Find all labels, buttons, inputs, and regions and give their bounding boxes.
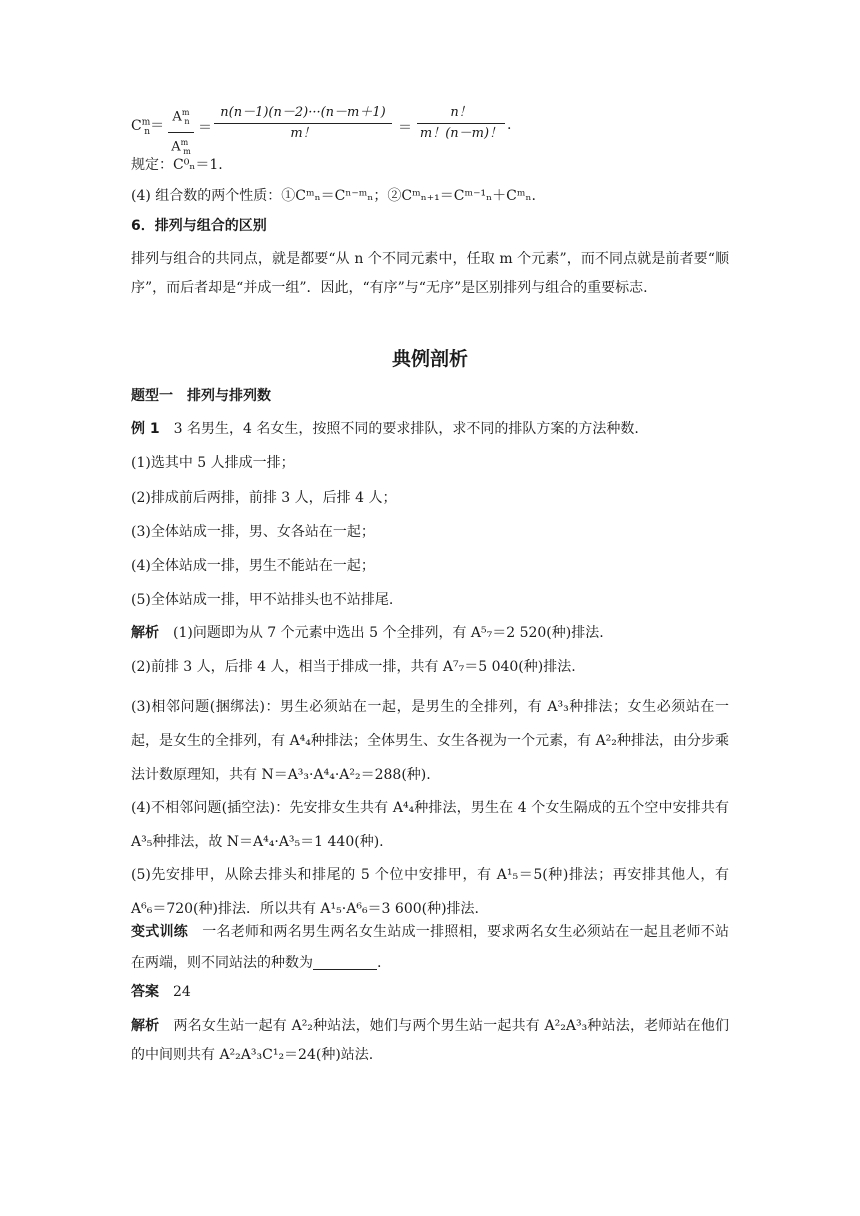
formula-fraction-1: $A^m_n$ $A^m_m$: [168, 104, 194, 161]
formula-fraction-3: n！ m！(n－m)！: [417, 104, 505, 143]
question-2: (2)排成前后两排，前排 3 人，后排 4 人；: [131, 490, 397, 506]
formula-end: .: [507, 117, 512, 133]
question-1: (1)选其中 5 人排成一排；: [131, 455, 295, 471]
solution-variant-text: 两名女生站一起有 A²₂种站法，她们与两个男生站一起共有 A²₂A³₃种站法，老师站在他们的中间则共有 A²₂A³₃C¹₂＝24(种)站法.: [131, 1018, 730, 1063]
solution-3: (3)相邻问题(捆绑法)：男生必须站在一起，是男生的全排列，有 A³₃种排法；女生必须站在一起，是女生的全排列，有 A⁴₄种排法；全体男生、女生各视为一个元素，有 A²₂种排法，由分步乘法计数原理知，共有 N＝A³₃·A⁴₄·A²₂＝288(种).: [131, 699, 729, 783]
solution-2: (2)前排 3 人，后排 4 人，相当于排成一排，共有 A⁷₇＝5 040(种)排法.: [131, 659, 576, 675]
formula-fraction-2: n(n－1)(n－2)···(n－m＋1) m！: [214, 104, 392, 143]
answer-blank: [313, 955, 377, 970]
section-heading: 典例剖析: [391, 348, 468, 370]
solution-label: 解析: [131, 625, 159, 641]
formula-eq-2: ＝: [198, 120, 212, 136]
question-5: (5)全体站成一排，甲不站排头也不站排尾.: [131, 592, 394, 608]
solution-5: (5)先安排甲，从除去排头和排尾的 5 个位中安排甲，有 A¹₅＝5(种)排法；再安排其他人，有 A⁶₆＝720(种)排法．所以共有 A¹₅·A⁶₆＝3 600(种)排法.: [131, 867, 729, 917]
answer-label: 答案: [131, 984, 159, 1000]
properties-line: (4) 组合数的两个性质：①Cᵐₙ＝Cⁿ⁻ᵐₙ；②Cᵐₙ₊₁＝Cᵐ⁻¹ₙ＋Cᵐₙ.: [131, 188, 536, 204]
section-6-title: 6．排列与组合的区别: [131, 218, 267, 234]
solution-1-line: [131, 623, 731, 643]
example-1-line: [131, 419, 731, 439]
formula-lhs: $C^m_n=$: [131, 117, 165, 137]
example-1-text: 3 名男生，4 名女生，按照不同的要求排队，求不同的排队方案的方法种数.: [173, 421, 639, 437]
answer-value: 24: [173, 984, 191, 1000]
answer-line: [131, 982, 731, 1002]
variant-text: 一名老师和两名男生两名女生站成一排照相，要求两名女生必须站在一起且老师不站在两端，则不同站法的种数为: [131, 924, 730, 971]
question-3: (3)全体站成一排，男、女各站在一起；: [131, 524, 375, 540]
solution-variant-label: 解析: [131, 1018, 160, 1034]
solution-4: (4)不相邻问题(插空法)：先安排女生共有 A⁴₄种排法，男生在 4 个女生隔成的五个空中安排共有 A³₅种排法，故 N＝A⁴₄·A³₅＝1 440(种).: [131, 800, 729, 850]
example-1-label: 例 1: [131, 421, 160, 437]
solution-variant: [131, 1012, 729, 1070]
type-1-title: 题型一 排列与排列数: [131, 388, 271, 404]
formula-eq-3: ＝: [398, 120, 412, 136]
solution-1-text: (1)问题即为从 7 个元素中选出 5 个全排列，有 A⁵₇＝2 520(种)排法.: [173, 625, 604, 641]
question-4: (4)全体站成一排，男生不能站在一起；: [131, 558, 375, 574]
variant-training: 变式训练 一名老师和两名男生两名女生站成一排照相，要求两名女生必须站在一起且老师不站在两端，则不同站法的种数为 .: [131, 924, 730, 971]
rule-line: 规定：C⁰ₙ＝1.: [131, 157, 223, 173]
variant-label: 变式训练: [131, 924, 188, 940]
section-6-paragraph: 排列与组合的共同点，就是都要“从 n 个不同元素中，任取 m 个元素”，而不同点就是前者要“顺序”，而后者却是“并成一组”．因此，“有序”与“无序”是区别排列与组合的重要标志.: [131, 251, 729, 296]
